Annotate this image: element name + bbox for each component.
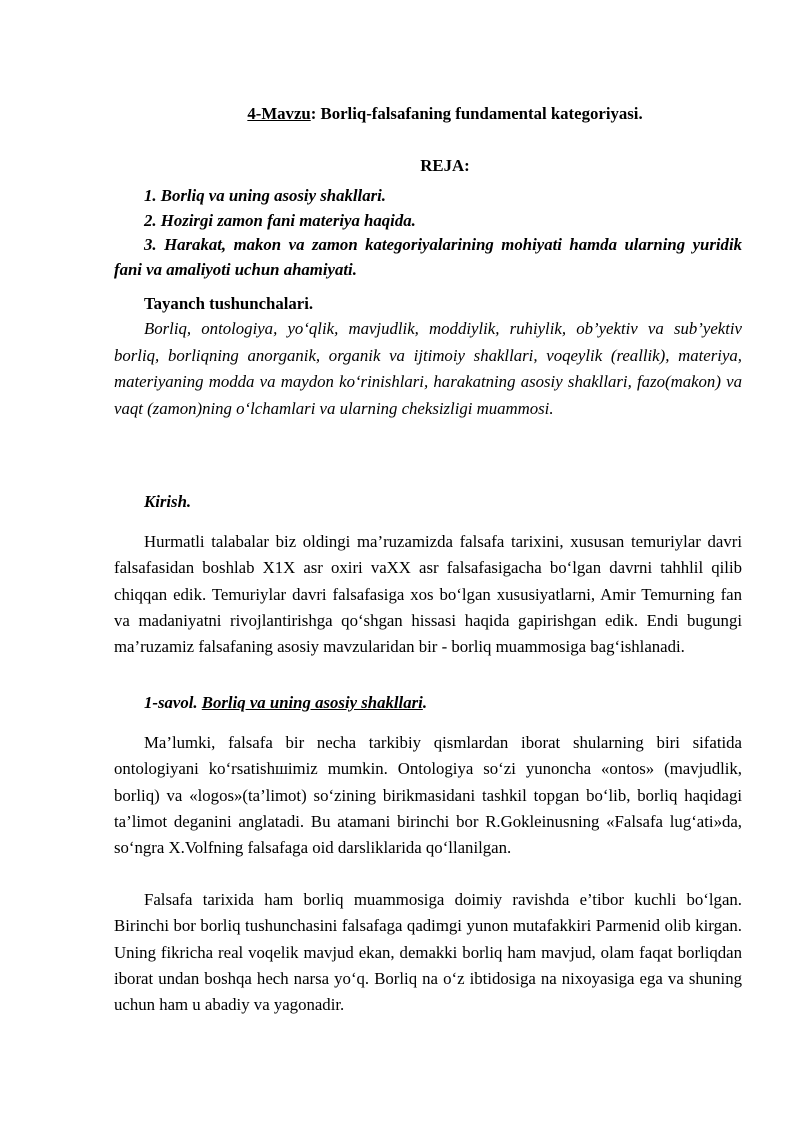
paragraph-1: Ma’lumki, falsafa bir necha tarkibiy qismlardan iborat shularning biri sifatida ontologiyani ko‘rsatishшimiz mumkin. Ontologiya so‘zi yunoncha «ontos» (mavjudlik, borliq) va «logos»(ta’limot) so‘zining birikmasidani tashkil topgan bo‘lib, borliq haqidagi ta’limot deganini anglatadi. Bu atamani birinchi bor R.Gokleinusning «Falsafa lug‘ati»da, so‘ngra X.Volfning falsafaga oid darsliklarida qo‘llanilgan.: [114, 733, 742, 858]
paragraph-2: Falsafa tarixida ham borliq muammosiga doimiy ravishda e’tibor kuchli bo‘lgan. Birinchi bor borliq tushunchasini falsafaga qadimgi yunon mutafakkiri Parmenid olib kirgan. Uning fikricha real voqelik mavjud ekan, demakki borliq ham mavjud, olam faqat borliqdan iborat undan boshqa hech narsa yo‘q. Borliq na o‘z ibtidosiga na nixoyasiga ega va shuning uchun ham u abadiy va yagonadir.: [114, 890, 742, 1015]
intro-heading: Kirish.: [144, 492, 192, 511]
key-concepts-text: Borliq, ontologiya, yo‘qlik, mavjudlik, moddiylik, ruhiylik, ob’yektiv va sub’yektiv borliq, borliqning anorganik, organik va ijtimoiy shakllari, voqeylik (reallik), materiya, materiyaning modda va maydon ko‘rinishlari, harakatning asosiy shakllari, fazo(makon) va vaqt (zamon)ning o‘lchamlari va ularning cheksizligi muammosi.: [114, 319, 742, 418]
question-1-title: Borliq va uning asosiy shakllari: [201, 693, 423, 712]
plan-list: [114, 184, 742, 282]
intro-text: Hurmatli talabalar biz oldingi ma’ruzamizda falsafa tarixini, xususan temuriylar davri falsafasidan boshlab X1X asr oxiri vaXX asr falsafasigacha bo‘lgan davrni tahhlil qilib chiqqan edik. Temuriylar davri falsafasiga xos bo‘lgan xususiyatlarni, Amir Temurning fan va madaniyatni rivojlantirishga qo‘shgan hissasi haqida gapirishgan edik. Endi bugungi ma’ruzamiz falsafaning asosiy mavzularidan bir - borliq muammosiga bag‘ishlanadi.: [114, 532, 742, 657]
plan-item-3: 3. Harakat, makon va zamon kategoriyalarining mohiyati hamda ularning yuridik fani va amaliyoti uchun ahamiyati.: [114, 235, 742, 279]
question-1-period: .: [422, 693, 428, 712]
plan-item-1: 1. Borliq va uning asosiy shakllari.: [144, 186, 386, 205]
intro-section: [114, 490, 742, 514]
key-concepts-heading: Tayanch tushunchalari.: [144, 294, 314, 313]
question-1-heading: [114, 690, 742, 716]
plan-item-2: 2. Hozirgi zamon fani materiya haqida.: [144, 210, 416, 230]
paragraph-1-block: [114, 730, 742, 861]
key-concepts-section: [114, 292, 742, 422]
intro-body: [114, 529, 742, 660]
plan-heading: REJA:: [420, 156, 470, 175]
topic-text: : Borliq-falsafaning fundamental kategoriyasi.: [310, 104, 643, 123]
question-1-label: 1-savol.: [144, 693, 202, 712]
document-title: [0, 104, 800, 124]
paragraph-2-block: [114, 887, 742, 1018]
topic-number: 4-Mavzu: [247, 104, 311, 123]
